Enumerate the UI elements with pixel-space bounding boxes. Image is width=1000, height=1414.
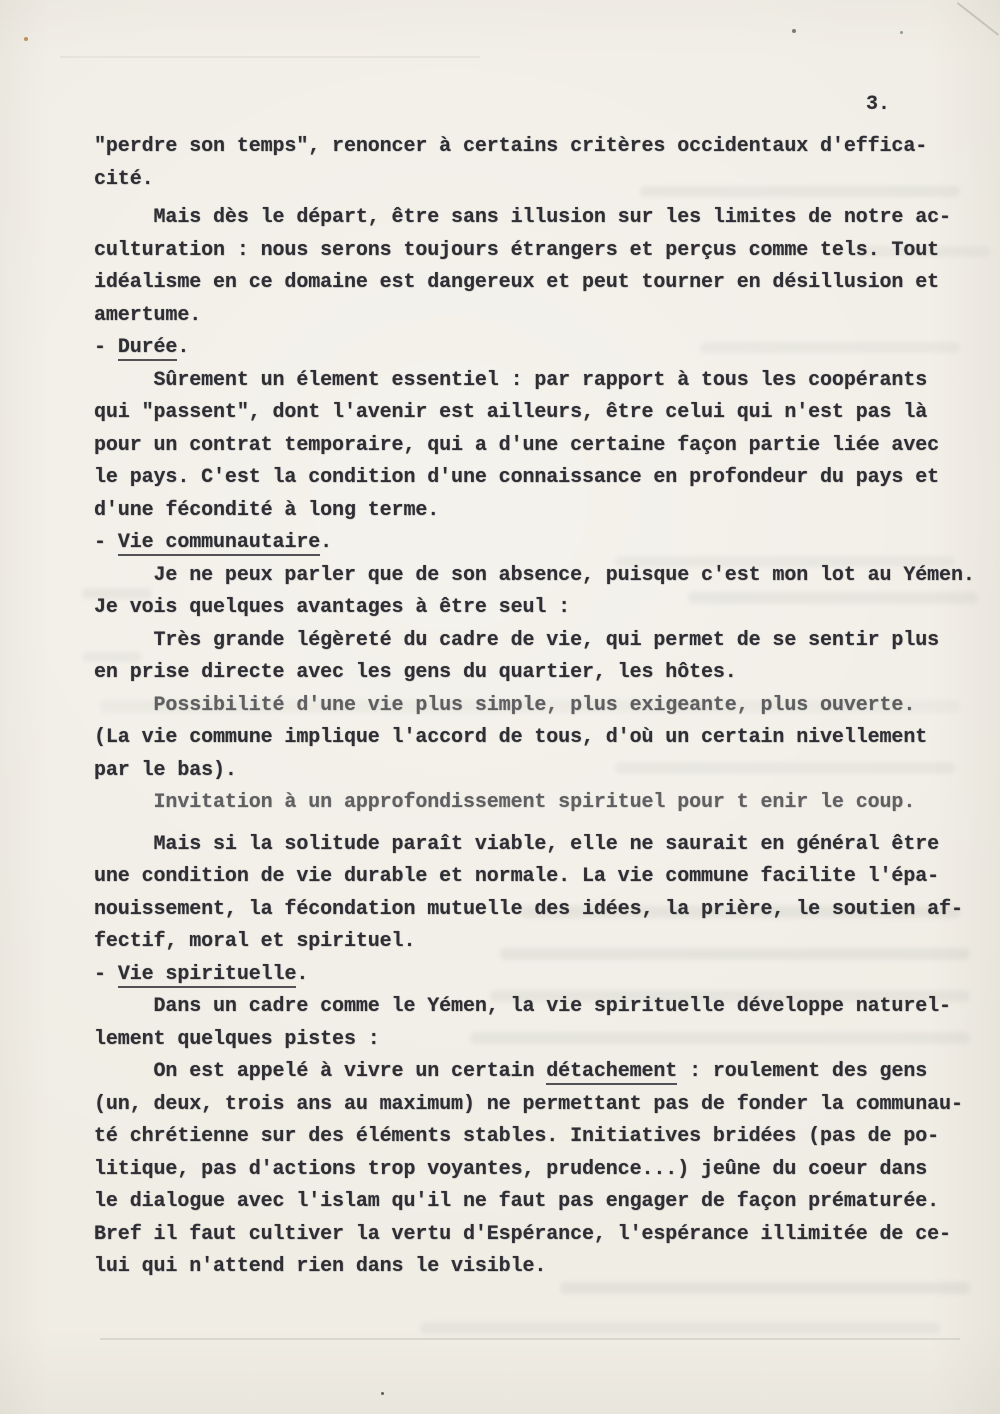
scan-scratch [957, 2, 999, 36]
text-line [94, 991, 974, 1024]
text-segment: une condition de vie durable et normale. La vie commune facilite l'épa- [94, 865, 940, 888]
text-segment: (La vie commune implique l'accord de tous, d'où un certain nivellement [94, 726, 928, 749]
text-line [94, 787, 974, 820]
document-body [94, 131, 974, 1284]
text-line [94, 1056, 974, 1089]
text-segment: fectif, moral et spirituel. [94, 930, 416, 953]
text-line [94, 755, 974, 788]
text-line [94, 495, 974, 528]
text-line [94, 1024, 974, 1057]
bleed-through-smudge [560, 1282, 970, 1294]
text-segment: - [94, 962, 118, 986]
text-segment: Possibilité d'une vie plus simple, plus exigeante, plus ouverte. [94, 693, 916, 717]
bleed-through-smudge [420, 1322, 940, 1334]
text-segment: lui qui n'attend rien dans le visible. [94, 1255, 547, 1278]
text-segment: litique, pas d'actions trop voyantes, prudence...) jeûne du coeur dans [94, 1157, 928, 1181]
text-line [94, 829, 974, 862]
text-line [94, 397, 974, 430]
text-line [94, 202, 974, 235]
text-segment: On est appelé à vivre un certain [94, 1060, 547, 1083]
text-segment: - [94, 336, 118, 359]
page-number: 3. [866, 93, 891, 116]
text-line [94, 430, 974, 463]
text-segment: nouissement, la fécondation mutuelle des idées, la prière, le soutien af- [94, 897, 963, 921]
text-segment: (un, deux, trois ans au maximum) ne permettant pas de fonder la communau- [94, 1092, 963, 1116]
text-line [94, 926, 974, 959]
underlined-text: Vie spirituelle [117, 962, 297, 986]
text-line [94, 894, 974, 927]
text-segment: par le bas). [94, 758, 237, 782]
underlined-text: Durée [117, 336, 178, 359]
text-line [94, 164, 974, 197]
paper-crease [60, 56, 480, 58]
text-segment: Dans un cadre comme le Yémen, la vie spirituelle développe naturel- [94, 995, 951, 1018]
text-segment: . [177, 336, 190, 359]
text-line [94, 722, 974, 755]
text-line [94, 1219, 974, 1252]
paper-speck [24, 37, 28, 41]
text-line [94, 462, 974, 495]
text-segment: idéalisme en ce domaine est dangereux et peut tourner en désillusion et [94, 271, 940, 294]
section-heading [94, 959, 974, 992]
text-segment: le pays. C'est la condition d'une connaissance en profondeur du pays et [94, 466, 940, 489]
text-segment: Bref il faut cultiver la vertu d'Espérance, l'espérance illimitée de ce- [94, 1222, 951, 1246]
text-line [94, 267, 974, 300]
underlined-text: Vie communautaire [117, 531, 321, 554]
text-segment: "perdre son temps", renoncer à certains critères occidentaux d'effica- [94, 135, 928, 158]
text-segment: cité. [94, 167, 154, 191]
text-line [94, 131, 974, 164]
text-line [94, 1089, 974, 1122]
text-segment: té chrétienne sur des éléments stables. Initiatives bridées (pas de po- [94, 1125, 940, 1148]
text-segment: d'une fécondité à long terme. [94, 498, 440, 522]
text-segment: en prise directe avec les gens du quartier, les hôtes. [94, 661, 737, 684]
section-heading [94, 527, 974, 560]
text-line [94, 235, 974, 268]
text-segment: amertume. [94, 303, 202, 327]
text-segment: Je vois quelques avantages à être seul : [94, 596, 571, 619]
text-line [94, 625, 974, 658]
text-segment: Mais dès le départ, être sans illusion sur les limites de notre ac- [94, 206, 951, 229]
ink-speck [381, 1392, 384, 1395]
text-line [94, 560, 974, 593]
text-segment: : roulement des gens [677, 1060, 928, 1083]
text-line [94, 1154, 974, 1187]
text-segment: lement quelques pistes : [94, 1027, 380, 1051]
text-line [94, 861, 974, 894]
text-segment: Invitation à un approfondissement spirituel pour t enir le coup. [94, 791, 916, 814]
text-line [94, 300, 974, 333]
text-line [94, 1186, 974, 1219]
text-segment: pour un contrat temporaire, qui a d'une certaine façon partie liée avec [94, 433, 940, 457]
section-heading [94, 332, 974, 365]
paper-crease [100, 1338, 960, 1340]
text-line [94, 1251, 974, 1284]
text-segment: Très grande légèreté du cadre de vie, qui permet de se sentir plus [94, 628, 940, 652]
text-line [94, 690, 974, 723]
text-line [94, 592, 974, 625]
text-segment: le dialogue avec l'islam qu'il ne faut pas engager de façon prématurée. [94, 1190, 940, 1213]
text-segment: - [94, 531, 118, 554]
text-segment: . [320, 531, 333, 554]
text-segment: Mais si la solitude paraît viable, elle ne saurait en général être [94, 832, 940, 856]
ink-speck [792, 29, 796, 33]
text-line [94, 657, 974, 690]
text-segment: qui "passent", dont l'avenir est ailleurs, être celui qui n'est pas là [94, 401, 928, 424]
text-segment: Je ne peux parler que de son absence, puisque c'est mon lot au Yémen. [94, 563, 975, 587]
underlined-text: détachement [546, 1060, 678, 1083]
text-segment: Sûrement un élement essentiel : par rapport à tous les coopérants [94, 368, 928, 392]
text-line [94, 1121, 974, 1154]
text-segment: culturation : nous serons toujours étrangers et perçus comme tels. Tout [94, 238, 940, 262]
text-segment: . [296, 962, 309, 986]
ink-speck [900, 31, 903, 34]
text-line [94, 365, 974, 398]
